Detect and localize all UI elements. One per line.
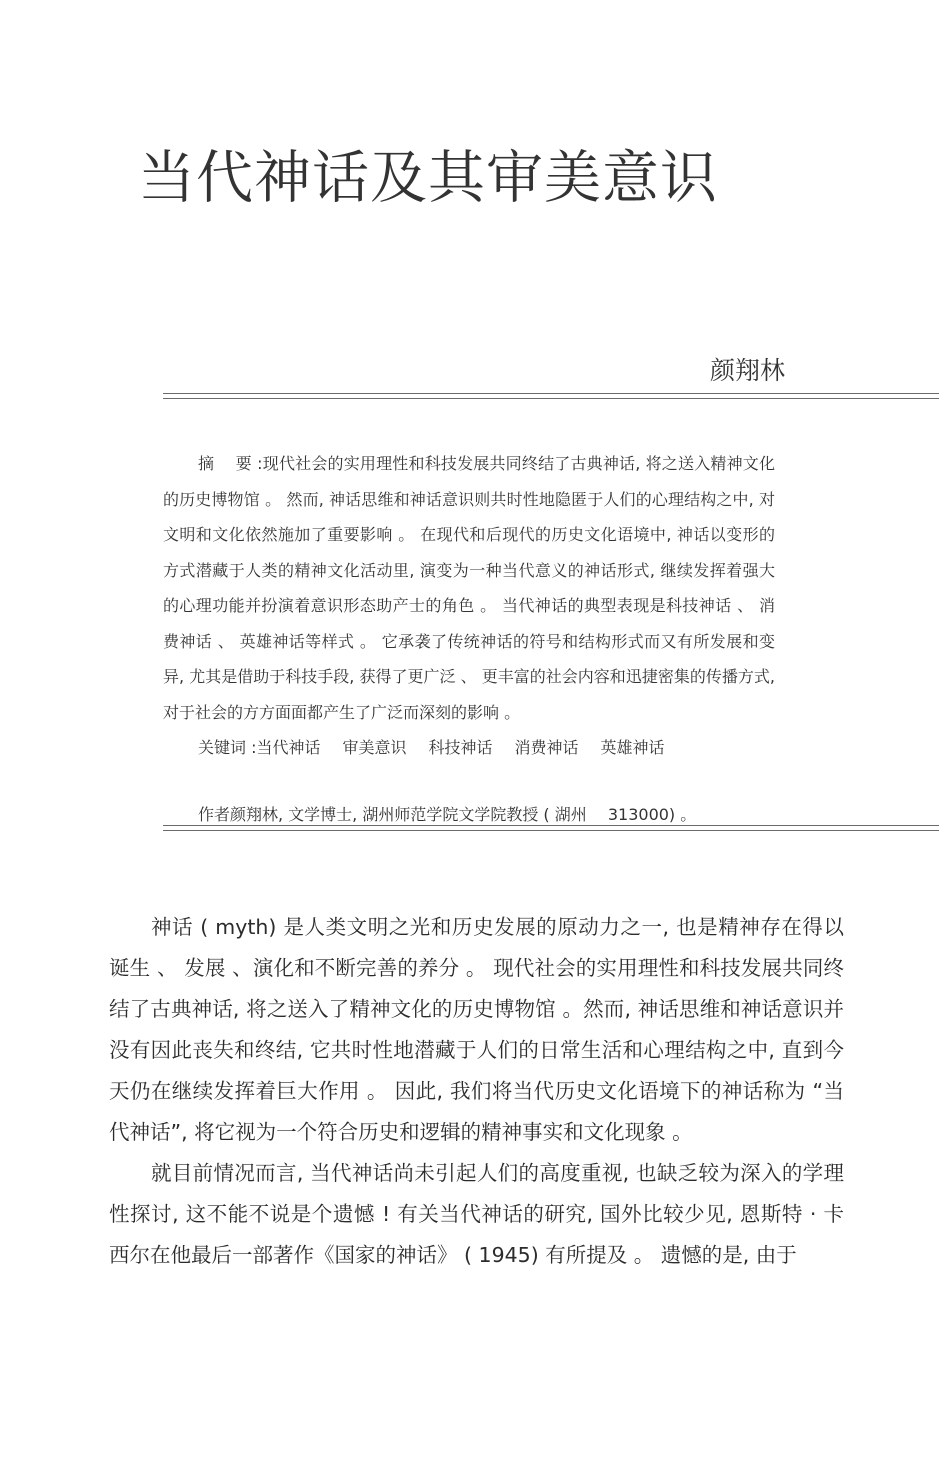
keyword: 英雄神话 — [600, 738, 665, 757]
article-author: 颜翔林 — [709, 356, 785, 385]
keyword: 消费神话 — [514, 738, 579, 757]
abstract-label: 摘 要 : — [198, 454, 263, 473]
abstract-text: 现代社会的实用理性和科技发展共同终结了古典神话, 将之送入精神文化的历史博物馆 。 然而, 神话思维和神话意识则共时性地隐匿于人们的心理结构之中, 对文明和文化依然施加了重要影响 。 在现代和后现代的历史文化语境中, 神话以变形的方式潜藏于人类的精神文化活动里, 演变为一种当代意义的神话形式, 继续发挥着强大的心理功能并扮演着意识形态助产士的角色 。 当代神话的典型表现是科技神话 、 消费神话 、 英雄神话等样式 。 它承袭了传统神话的符号和结构形式而又有所发展和变异, 尤其是借助于科技手段, 获得了更广泛 、 更丰富的社会内容和迅捷密集的传播方式, 对于社会的方方面面都产生了广泛而深刻的影响 。 — [163, 454, 775, 722]
abstract-block — [163, 446, 775, 832]
article-body — [109, 907, 844, 1276]
author-note: 作者颜翔林, 文学博士, 湖州师范学院文学院教授 ( 湖州 313000) 。 — [198, 804, 697, 824]
body-paragraph: 就目前情况而言, 当代神话尚未引起人们的高度重视, 也缺乏较为深入的学理性探讨, 这不能不说是个遗憾 ! 有关当代神话的研究, 国外比较少见, 恩斯特 · 卡西尔在他最后一部著作《国家的神话》 ( 1945) 有所提及 。 遗憾的是, 由于 — [109, 1161, 844, 1267]
keyword: 审美意识 — [342, 738, 407, 757]
keyword: 当代神话 — [256, 738, 321, 757]
header-double-rule — [163, 393, 939, 399]
abstract-bottom-rule — [163, 825, 939, 831]
keywords-label: 关键词 : — [198, 738, 257, 757]
article-title: 当代神话及其审美意识 — [138, 145, 718, 211]
keyword: 科技神话 — [428, 738, 493, 757]
body-paragraph: 神话 ( myth) 是人类文明之光和历史发展的原动力之一, 也是精神存在得以诞生 、 发展 、演化和不断完善的养分 。 现代社会的实用理性和科技发展共同终结了古典神话, 将之送入了精神文化的历史博物馆 。然而, 神话思维和神话意识并没有因此丧失和终结, 它共时性地潜藏于人们的日常生活和心理结构之中, 直到今天仍在继续发挥着巨大作用 。 因此, 我们将当代历史文化语境下的神话称为 “当代神话”, 将它视为一个符合历史和逻辑的精神事实和文化现象 。 — [109, 915, 844, 1144]
abstract-paragraph — [163, 446, 775, 730]
keywords-line — [163, 730, 775, 766]
